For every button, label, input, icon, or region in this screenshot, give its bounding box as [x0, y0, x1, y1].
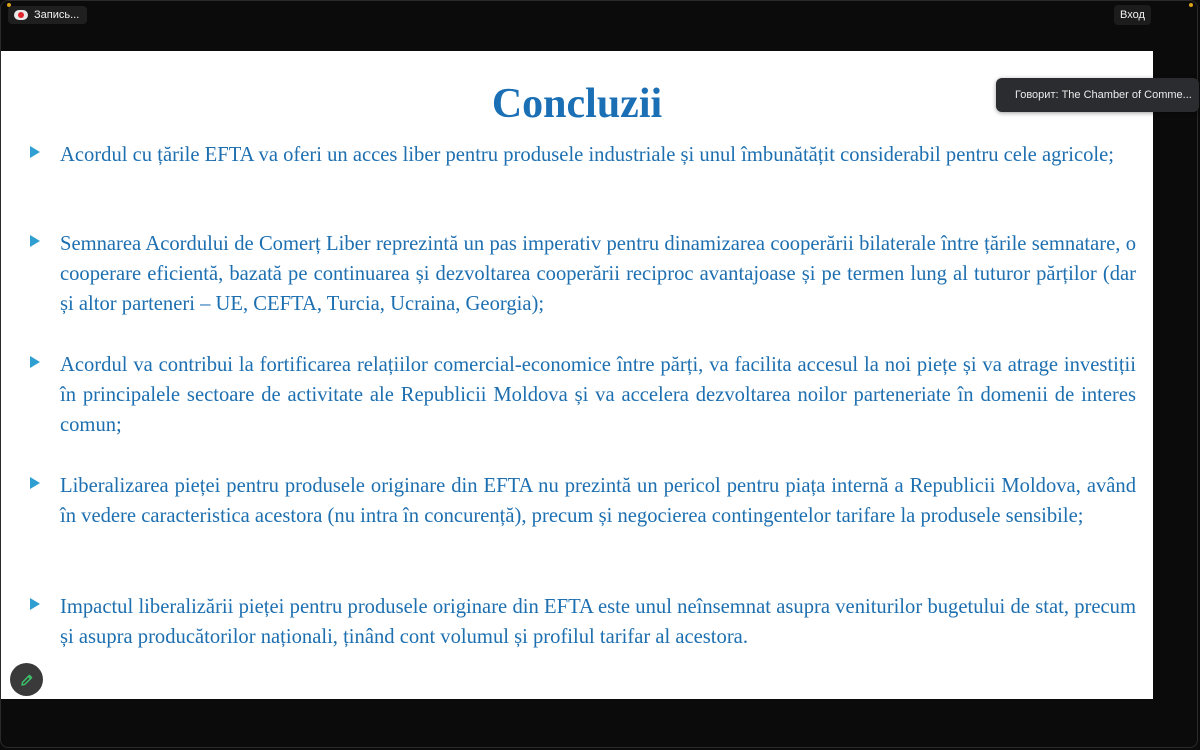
bullet-text: Acordul va contribui la fortificarea relațiilor comercial-economice între părți, va facilita accesul la noi piețe și va atrage investiții în principalele sectoare de activitate ale Republicii Moldova și va accelera dezvoltarea noilor parteneriate în domenii de interes comun;	[60, 354, 1136, 436]
bullet-item	[30, 592, 1136, 652]
bullet-item	[30, 229, 1136, 319]
triangle-bullet-icon	[30, 356, 40, 368]
bullet-text: Liberalizarea pieței pentru produsele originare din EFTA nu prezintă un pericol pentru piața internă a Republicii Moldova, având în vedere caracteristica acestora (nu intra în concurență), precum și negocierea contingentelor tarifare la produsele sensibile;	[60, 475, 1136, 527]
bullet-item	[30, 350, 1136, 440]
pencil-icon	[20, 673, 34, 687]
bullet-item	[30, 471, 1136, 531]
active-speaker-toast: Говорит: The Chamber of Comme...	[996, 78, 1199, 112]
bullet-text: Acordul cu țările EFTA va oferi un acces liber pentru produsele industriale și unul îmbunătățit considerabil pentru cele agricole;	[60, 144, 1115, 166]
annotate-button[interactable]	[10, 663, 43, 696]
bullet-item	[30, 140, 1136, 170]
triangle-bullet-icon	[30, 598, 40, 610]
bullet-text: Impactul liberalizării pieței pentru produsele originare din EFTA este unul neînsemnat asupra veniturilor bugetului de stat, precum și asupra producătorilor naționali, ținând cont volumul și profilul tarifar al acestora.	[60, 596, 1136, 648]
triangle-bullet-icon	[30, 235, 40, 247]
triangle-bullet-icon	[30, 146, 40, 158]
bullet-text: Semnarea Acordului de Comerț Liber reprezintă un pas imperativ pentru dinamizarea cooperării bilaterale între țările semnatare, o cooperare eficientă, bazată pe continuarea și dezvoltarea cooperării reciproc avantajoase și pe termen lung al tuturor părților (dar și altor parteneri – UE, CEFTA, Turcia, Ucraina, Georgia);	[60, 233, 1136, 315]
exit-button[interactable]: Вход	[1114, 5, 1151, 25]
recording-label: Запись...	[34, 9, 80, 21]
slide-title: Concluzii	[491, 81, 663, 127]
triangle-bullet-icon	[30, 477, 40, 489]
